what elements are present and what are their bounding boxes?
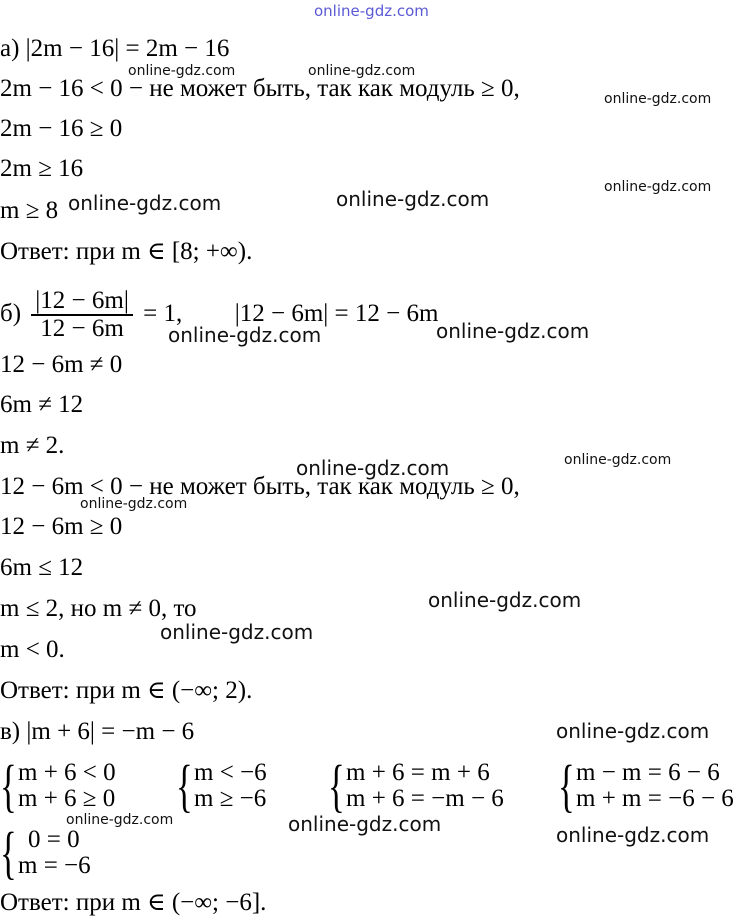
part-b-line1: 12 − 6m ≠ 0 — [0, 351, 123, 378]
part-b-line3: m ≠ 2. — [0, 432, 65, 459]
watermark: online-gdz.com — [296, 456, 450, 480]
system-4-row2: m + m = −6 − 6 — [576, 785, 734, 812]
system-4-row1: m − m = 6 − 6 — [576, 759, 720, 786]
system-5-row2: m = −6 — [18, 852, 91, 879]
part-b-answer: Ответ: при m ∈ (−∞; 2). — [0, 677, 253, 704]
part-b-line8: m < 0. — [0, 636, 65, 663]
part-a-line3: 2m − 16 ≥ 0 — [0, 115, 123, 142]
system-brace: { — [558, 753, 575, 818]
system-brace: { — [328, 753, 345, 818]
part-b-line6: 6m ≤ 12 — [0, 554, 84, 581]
fraction-numerator: |12 − 6m| — [31, 288, 133, 316]
watermark: online-gdz.com — [80, 496, 188, 512]
watermark: online-gdz.com — [288, 812, 442, 836]
part-b-line4: 12 − 6m < 0 − не может быть, так как модуль ≥ 0, — [0, 473, 520, 500]
part-c-answer: Ответ: при m ∈ (−∞; −6]. — [0, 889, 267, 916]
watermark: online-gdz.com — [336, 187, 490, 211]
watermark: online-gdz.com — [604, 91, 712, 107]
part-b-fraction — [31, 288, 133, 342]
part-a-line5: m ≥ 8 — [0, 197, 59, 224]
system-brace: { — [0, 753, 17, 818]
part-b-after-fraction: = 1, — [143, 300, 183, 327]
watermark: online-gdz.com — [66, 812, 174, 828]
watermark: online-gdz.com — [68, 191, 222, 215]
system-1-row1: m + 6 < 0 — [18, 759, 116, 786]
part-a-line1: а) |2m − 16| = 2m − 16 — [0, 35, 230, 62]
watermark: online-gdz.com — [604, 179, 712, 195]
fraction-denominator: 12 − 6m — [40, 315, 124, 343]
watermark: online-gdz.com — [168, 323, 322, 347]
watermark: online-gdz.com — [436, 319, 590, 343]
system-3-row2: m + 6 = −m − 6 — [346, 785, 504, 812]
part-a-line2: 2m − 16 < 0 − не может быть, так как модуль ≥ 0, — [0, 75, 520, 102]
part-b-eq2: |12 − 6m| = 12 − 6m — [234, 300, 439, 327]
part-b-line2: 6m ≠ 12 — [0, 391, 84, 418]
system-5 — [0, 820, 91, 885]
system-2 — [176, 753, 267, 818]
watermark: online-gdz.com — [128, 63, 236, 79]
part-b-label: б) — [0, 300, 22, 327]
system-3-row1: m + 6 = m + 6 — [346, 759, 490, 786]
system-1-row2: m + 6 ≥ 0 — [18, 785, 116, 812]
system-brace: { — [176, 753, 193, 818]
system-5-row1: 0 = 0 — [28, 826, 80, 853]
part-b-line5: 12 − 6m ≥ 0 — [0, 513, 123, 540]
watermark: online-gdz.com — [428, 588, 582, 612]
part-b-line7: m ≤ 2, но m ≠ 0, то — [0, 595, 197, 622]
system-2-row2: m ≥ −6 — [194, 785, 267, 812]
system-4 — [558, 753, 734, 818]
system-3 — [328, 753, 504, 818]
system-2-row1: m < −6 — [194, 759, 267, 786]
watermark-top: online-gdz.com — [314, 2, 429, 20]
watermark: online-gdz.com — [308, 63, 416, 79]
watermark: online-gdz.com — [160, 620, 314, 644]
part-a-answer: Ответ: при m ∈ [8; +∞). — [0, 238, 253, 265]
system-brace: { — [0, 820, 17, 885]
watermark: online-gdz.com — [556, 719, 710, 743]
watermark: online-gdz.com — [556, 823, 710, 847]
part-c-line1: в) |m + 6| = −m − 6 — [0, 718, 195, 745]
part-a-line4: 2m ≥ 16 — [0, 155, 84, 182]
system-1 — [0, 753, 116, 818]
watermark: online-gdz.com — [564, 452, 672, 468]
